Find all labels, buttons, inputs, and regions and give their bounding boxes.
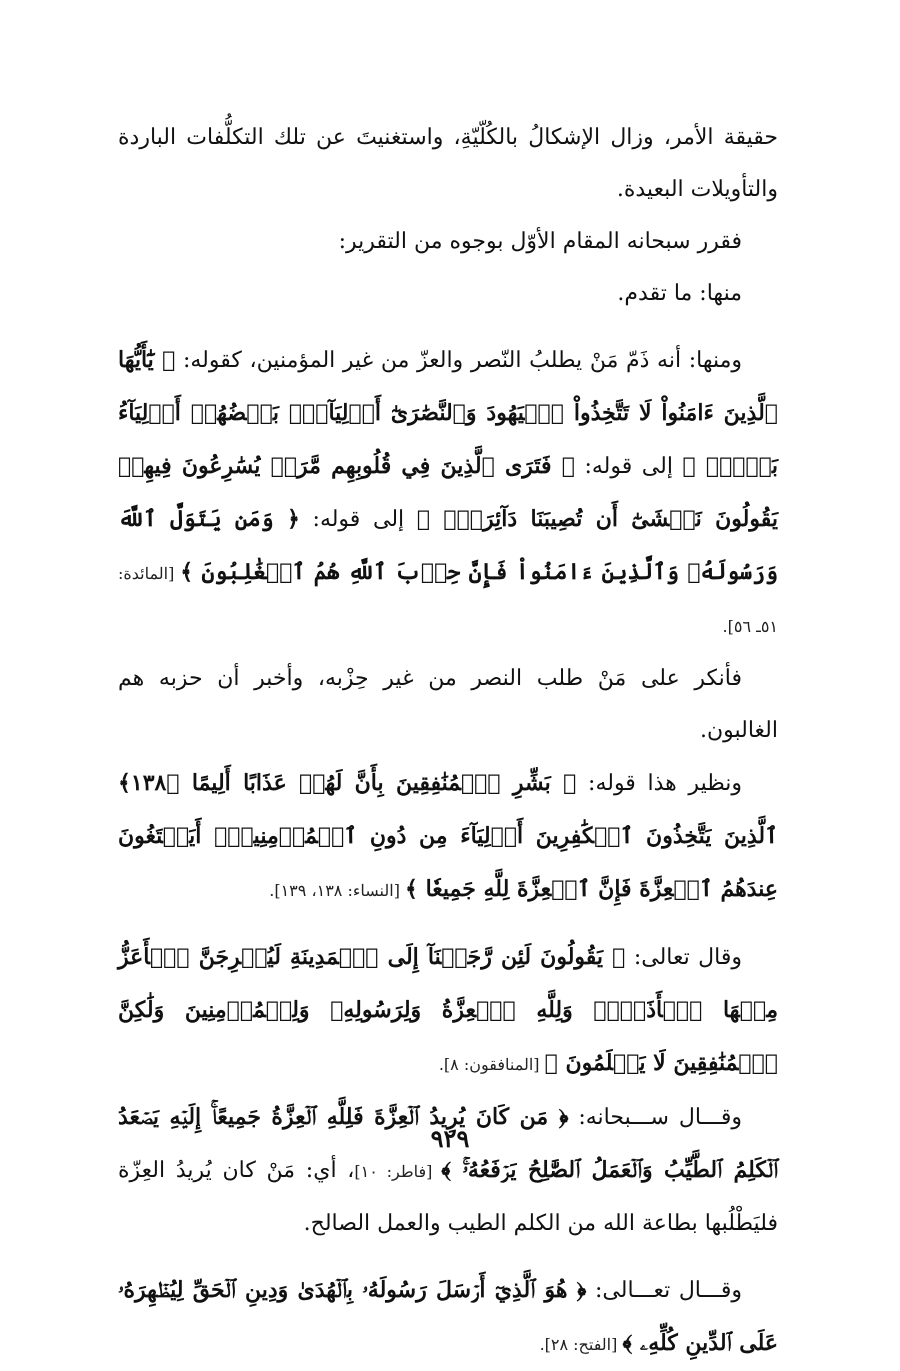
paragraph-connector-text: إلى قوله: bbox=[299, 507, 417, 532]
paragraph-lead-text: وقـــال ســـبحانه: bbox=[568, 1105, 742, 1130]
paragraph-second-point bbox=[118, 334, 778, 653]
quran-verse: ﴿ وَمَن يَتَوَلَّ ٱللَّهَ وَرَسُولَهُۥ وَٱلَّذِينَ ءَامَنُواْ فَإِنَّ حِزۡبَ ٱللَّهِ هُمُ ٱلۡغَٰلِبُونَ ﴾ bbox=[118, 506, 778, 585]
verse-reference: [المنافقون: ٨]. bbox=[438, 1055, 545, 1074]
paragraph-connector-text: إلى قوله: bbox=[574, 454, 683, 479]
quran-verse: ﴿ مَن كَانَ يُرِيدُ ٱلۡعِزَّةَ فَلِلَّهِ ٱلۡعِزَّةُ جَمِيعًاۚ إِلَيۡهِ يَصۡعَدُ ٱلۡكَلِمُ ٱلطَّيِّبُ وَٱلۡعَمَلُ ٱلصَّٰلِحُ يَرۡفَعُهُۥۚ ﴾ bbox=[118, 1104, 779, 1183]
paragraph-lead-text: وقال تعالى: bbox=[625, 945, 742, 970]
paragraph-first-point: منها: ما تقدم. bbox=[617, 281, 742, 306]
quran-verse: ﴿ فَتَرَى ٱلَّذِينَ فِي قُلُوبِهِم مَّرَضٞ يُسَٰرِعُونَ فِيهِمۡ يَقُولُونَ نَخۡشَىٰٓ أَن تُصِيبَنَا دَآئِرَةٞۚ ﴾ bbox=[118, 453, 778, 532]
paragraph-munafiqun-verse bbox=[118, 931, 778, 1091]
paragraph-lead-text: ونظير هذا قوله: bbox=[576, 771, 743, 796]
paragraph-continuation: حقيقة الأمر، وزال الإشكالُ بالكُلّيّةِ، واستغنيتَ عن تلك التكلُّفات الباردة والتأويلات البعيدة. bbox=[118, 125, 778, 202]
quran-verse: ﴿ هُوَ ٱلَّذِيٓ أَرۡسَلَ رَسُولَهُۥ بِٱلۡهُدَىٰ وَدِينِ ٱلۡحَقِّ لِيُظۡهِرَهُۥ عَلَى ٱلدِّينِ كُلِّهِۦ ﴾ bbox=[118, 1277, 778, 1356]
paragraph-first-point-intro: فقرر سبحانه المقام الأوّل بوجوه من التقرير: bbox=[338, 229, 742, 254]
paragraph-fath-verse bbox=[118, 1264, 778, 1371]
quran-verse: ﴿ يَقُولُونَ لَئِن رَّجَعۡنَآ إِلَى ٱلۡمَدِينَةِ لَيُخۡرِجَنَّ ٱلۡأَعَزُّ مِنۡهَا ٱلۡأَذَلَّۚ وَلِلَّهِ ٱلۡعِزَّةُ وَلِرَسُولِهِۦ وَلِلۡمُؤۡمِنِينَ وَلَٰكِنَّ ٱلۡمُنَٰفِقِينَ لَا يَعۡلَمُونَ ﴾ bbox=[118, 944, 778, 1076]
paragraph-conclusion: فأنكر على مَنْ طلب النصر من غير حِزْبه، وأخبر أن حزبه هم الغالبون. bbox=[118, 666, 778, 743]
quran-verse: ﴿ يَٰٓأَيُّهَا ٱلَّذِينَ ءَامَنُواْ لَا تَتَّخِذُواْ ٱلۡيَهُودَ وَٱلنَّصَٰرَىٰٓ أَوۡلِيَآءَۘ بَعۡضُهُمۡ أَوۡلِيَآءُ بَعۡضٖۚ ﴾ bbox=[118, 347, 779, 479]
paragraph-similar-verse bbox=[118, 757, 778, 917]
verse-reference: [المائدة: ٥١ـ ٥٦]. bbox=[118, 564, 778, 636]
verse-reference: [الفتح: ٢٨]. bbox=[539, 1335, 623, 1354]
verse-reference: [النساء: ١٣٨، ١٣٩]. bbox=[269, 881, 406, 900]
verse-reference: [فاطر: ١٠] bbox=[354, 1162, 442, 1181]
paragraph-fatir-verse bbox=[118, 1091, 778, 1250]
paragraph-lead-text: ومنها: أنه ذَمّ مَنْ يطلبُ النّصر والعزّ من غير المؤمنين، كقوله: bbox=[175, 348, 743, 373]
page-number: ٩٢٩ bbox=[430, 1124, 470, 1153]
page-body bbox=[118, 112, 778, 1371]
quran-verse: ﴿ بَشِّرِ ٱلۡمُنَٰفِقِينَ بِأَنَّ لَهُمۡ عَذَابًا أَلِيمًا ﴿١٣٨﴾ ٱلَّذِينَ يَتَّخِذُونَ ٱلۡكَٰفِرِينَ أَوۡلِيَآءَ مِن دُونِ ٱلۡمُؤۡمِنِينَۚ أَيَبۡتَغُونَ عِندَهُمُ ٱلۡعِزَّةَ فَإِنَّ ٱلۡعِزَّةَ لِلَّهِ جَمِيعٗا ﴾ bbox=[118, 770, 778, 902]
paragraph-lead-text: وقـــال تعـــالى: bbox=[586, 1278, 742, 1303]
paragraph-commentary-text: ، أي: مَنْ كان يُريدُ العِزّة فليَطْلُبها بطاعة الله من الكلم الطيب والعمل الصالح. bbox=[118, 1158, 778, 1236]
